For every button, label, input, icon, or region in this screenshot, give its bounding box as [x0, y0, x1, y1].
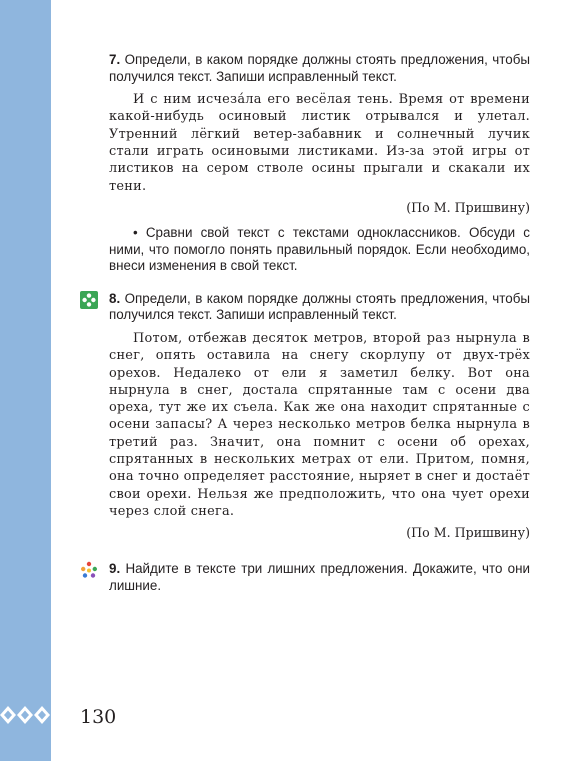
task-7-instruction-text: Определи, в каком порядке должны стоять предложения, чтобы получился текст. Запиши исправленный текст.	[109, 52, 530, 84]
task-9-instruction-text: Найдите в тексте три лишних предложения. Докажите, что они лишние.	[109, 561, 530, 593]
task-9	[109, 561, 530, 594]
task-8-instruction-text: Определи, в каком порядке должны стоять предложения, чтобы получился текст. Запиши исправленный текст.	[109, 290, 530, 323]
task-7-text: И с ним исчеза́ла его весёлая тень. Время от времени какой-нибудь осиновый листик отрывался и улетал. Утренний лёгкий ветер-забавник и солнечный лучик стали играть осиновыми листиками. Из-за этой игры от листиков на сером стволе осины прыгали и скакали их тени.	[109, 92, 530, 194]
green-flower-icon	[80, 291, 98, 309]
task-9-instruction	[109, 561, 530, 594]
task-8-number: 8.	[109, 290, 121, 306]
page-number: 130	[80, 706, 117, 728]
task-8-instruction	[109, 291, 530, 324]
task-9-number: 9.	[109, 561, 121, 577]
task-7-source: (По М. Пришвину)	[406, 199, 530, 215]
task-7	[109, 52, 530, 275]
task-7-note: • Сравни свой текст с текстами одноклассников. Обсуди с ними, что помогло понять правильный порядок. Если необходимо, внеси изменения в свой текст.	[109, 224, 530, 274]
task-8-text: Потом, отбежав десяток метров, второй раз нырнула в снег, опять оставила на снегу скорлупу от двух-трёх орехов. Недалеко от ели я заметил белку. Вот она нырнула в снег, достала спрятанные там с осени два ореха, тут же их съела. Как же она находит спрятанные с осени запасы? А через несколько метров белка нырнула в третий раз. Значит, она помнит с осени об орехах, спрятанных в нескольких метрах от ели. Притом, помня, она точно определяет расстояние, ныряет в снег и достаёт свои орехи. Нельзя же предположить, что она чует орехи через слой снега.	[109, 330, 530, 519]
task-8	[109, 291, 530, 541]
group-work-icon	[80, 561, 98, 579]
task-7-number: 7.	[109, 52, 121, 67]
side-color-band	[0, 0, 51, 761]
task-7-instruction	[109, 52, 530, 85]
task-8-source: (По М. Пришвину)	[406, 525, 530, 541]
page-content	[109, 52, 530, 594]
zigzag-ornament-icon	[0, 700, 51, 730]
